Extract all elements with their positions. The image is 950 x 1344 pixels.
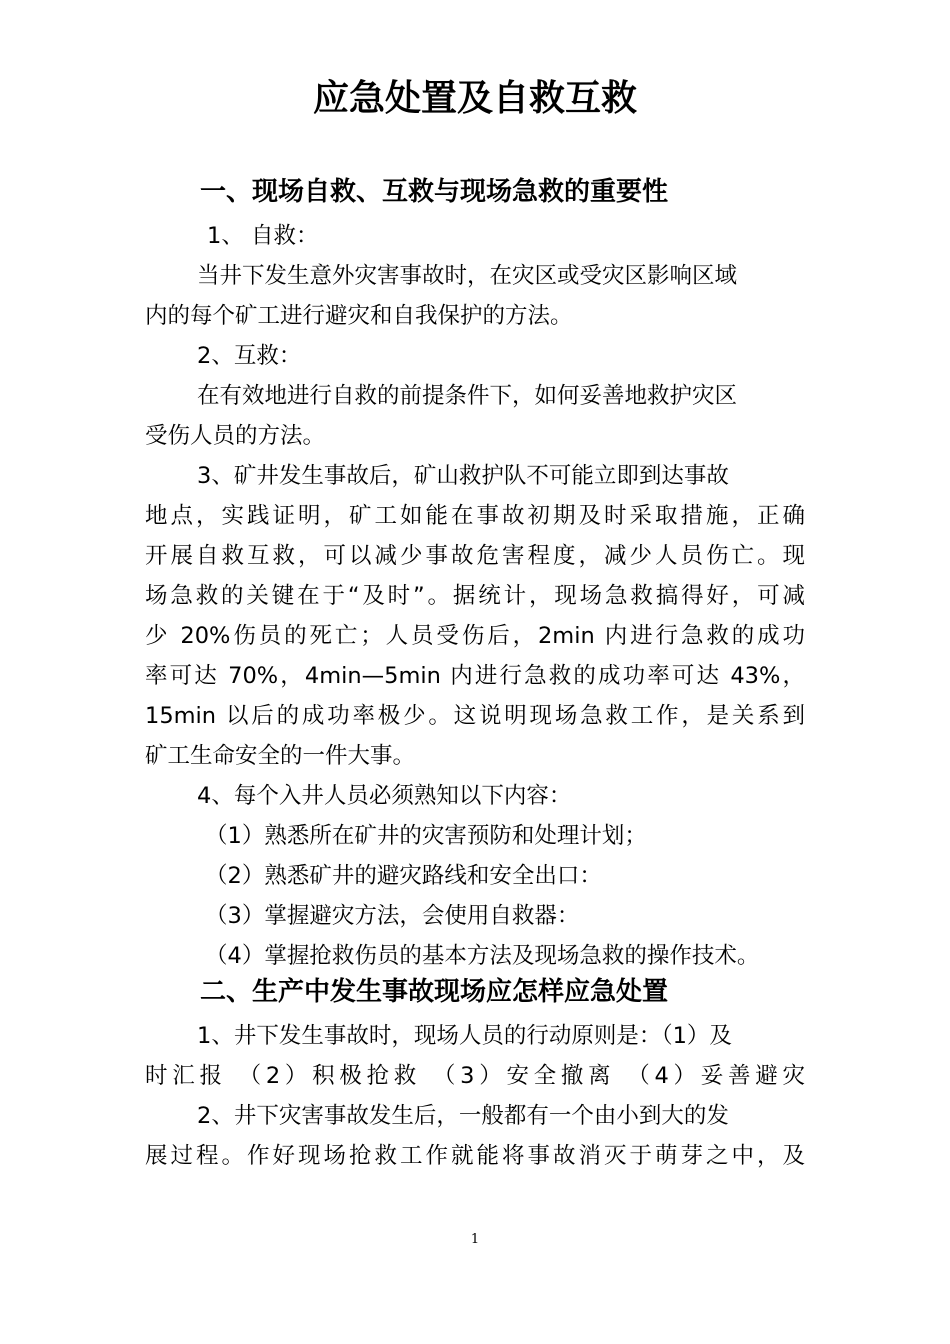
paragraph-line: 在有效地进行自救的前提条件下，如何妥善地救护灾区 [197,383,738,409]
paragraph-line: 2、互救： [197,343,302,369]
paragraph-line: 矿工生命安全的一件大事。 [145,743,416,769]
paragraph-line: 时汇报 （2）积极抢救 （3）安全撤离 （4）妥善避灾 [145,1063,805,1089]
paragraph-line: 场急救的关键在于“及时”。据统计，现场急救搞得好，可减 [145,583,805,609]
list-item: （1）熟悉所在矿井的灾害预防和处理计划； [205,823,647,849]
paragraph-line: 1、 自救： [207,223,319,249]
paragraph-line: 4、每个入井人员必须熟知以下内容： [197,783,572,809]
list-item: （3）掌握避灾方法，会使用自救器： [205,903,580,929]
document-title: 应急处置及自救互救 [312,78,637,119]
paragraph-line: 内的每个矿工进行避灾和自我保护的方法。 [145,303,573,329]
paragraph-line: 展过程。作好现场抢救工作就能将事故消灭于萌芽之中，及 [145,1143,805,1169]
paragraph-line: 地点，实践证明，矿工如能在事故初期及时采取措施，正确 [145,503,805,529]
page-number: 1 [470,1232,480,1247]
paragraph-line: 少 20%伤员的死亡；人员受伤后，2min 内进行急救的成功 [145,623,805,649]
paragraph-line: 2、井下灾害事故发生后，一般都有一个由小到大的发 [197,1103,729,1129]
paragraph-line: 3、矿井发生事故后，矿山救护队不可能立即到达事故 [197,463,729,489]
paragraph-line: 率可达 70%，4min—5min 内进行急救的成功率可达 43%， [145,663,805,689]
section-heading-1: 一、现场自救、互救与现场急救的重要性 [200,177,669,207]
paragraph-line: 15min 以后的成功率极少。这说明现场急救工作，是关系到 [145,703,805,729]
paragraph-line: 开展自救互救，可以减少事故危害程度，减少人员伤亡。现 [145,543,805,569]
paragraph-line: 1、井下发生事故时，现场人员的行动原则是：（1）及 [197,1023,732,1049]
paragraph-line: 当井下发生意外灾害事故时，在灾区或受灾区影响区域 [197,263,738,289]
list-item: （2）熟悉矿井的避灾路线和安全出口： [205,863,602,889]
list-item: （4）掌握抢救伤员的基本方法及现场急救的操作技术。 [205,943,760,969]
section-heading-2: 二、生产中发生事故现场应怎样应急处置 [200,977,669,1007]
paragraph-line: 受伤人员的方法。 [145,423,326,449]
